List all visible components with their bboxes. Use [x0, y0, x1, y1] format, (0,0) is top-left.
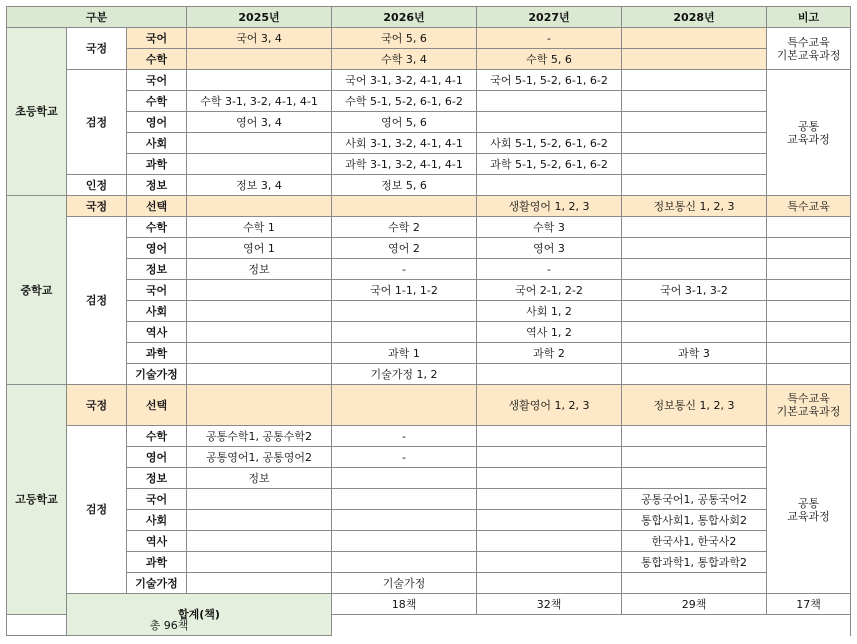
year-cell: - — [477, 28, 622, 49]
year-cell: 사회 1, 2 — [477, 301, 622, 322]
year-cell — [622, 217, 767, 238]
note-line: 기본교육과정 — [776, 48, 841, 62]
note-cell — [767, 301, 851, 322]
year-cell — [622, 364, 767, 385]
header-year: 2025년 — [187, 7, 332, 28]
year-cell — [622, 238, 767, 259]
year-cell — [187, 196, 332, 217]
year-cell — [187, 385, 332, 426]
note-cell — [767, 259, 851, 280]
year-cell: 영어 5, 6 — [332, 112, 477, 133]
year-cell: 생활영어 1, 2, 3 — [477, 196, 622, 217]
subject-cell: 수학 — [127, 49, 187, 70]
subject-cell: 사회 — [127, 301, 187, 322]
table-row — [7, 594, 851, 615]
subject-cell: 역사 — [127, 531, 187, 552]
year-cell: - — [332, 426, 477, 447]
table-row — [7, 510, 851, 531]
school-label: 고등학교 — [7, 385, 67, 615]
table-row — [7, 615, 851, 636]
year-cell — [477, 531, 622, 552]
year-cell — [477, 426, 622, 447]
type-label: 국정 — [67, 28, 127, 70]
year-cell — [477, 552, 622, 573]
year-cell: 수학 3 — [477, 217, 622, 238]
header-note: 비고 — [767, 7, 851, 28]
year-cell: 공통영어1, 공통영어2 — [187, 447, 332, 468]
type-label: 검정 — [67, 217, 127, 385]
table-row — [7, 28, 851, 49]
year-cell — [187, 552, 332, 573]
subject-cell: 역사 — [127, 322, 187, 343]
year-cell — [187, 531, 332, 552]
year-cell: 영어 1 — [187, 238, 332, 259]
table-row — [7, 154, 851, 175]
year-cell — [332, 510, 477, 531]
year-cell: 국어 1-1, 1-2 — [332, 280, 477, 301]
year-cell: 통합과학1, 통합과학2 — [622, 552, 767, 573]
note-cell — [767, 70, 851, 196]
year-cell — [187, 343, 332, 364]
year-cell: 과학 3-1, 3-2, 4-1, 4-1 — [332, 154, 477, 175]
table-row — [7, 343, 851, 364]
year-cell — [187, 49, 332, 70]
year-cell — [332, 196, 477, 217]
year-cell: 수학 5, 6 — [477, 49, 622, 70]
year-cell — [477, 447, 622, 468]
year-cell — [477, 175, 622, 196]
year-cell: 국어 5-1, 5-2, 6-1, 6-2 — [477, 70, 622, 91]
year-cell: 사회 3-1, 3-2, 4-1, 4-1 — [332, 133, 477, 154]
year-cell — [187, 573, 332, 594]
table-row — [7, 552, 851, 573]
note-cell — [767, 322, 851, 343]
subject-cell: 정보 — [127, 468, 187, 489]
year-cell: 한국사1, 한국사2 — [622, 531, 767, 552]
year-cell — [622, 91, 767, 112]
year-cell — [477, 489, 622, 510]
note-cell — [767, 28, 851, 70]
year-cell — [622, 175, 767, 196]
year-cell — [622, 133, 767, 154]
year-cell: 사회 5-1, 5-2, 6-1, 6-2 — [477, 133, 622, 154]
grand-total-cell: 총 96책 — [7, 615, 332, 636]
total-label: 합계(책) — [67, 594, 332, 636]
year-cell: - — [477, 259, 622, 280]
total-year-cell: 18책 — [332, 594, 477, 615]
year-cell: 수학 3-1, 3-2, 4-1, 4-1 — [187, 91, 332, 112]
year-cell: 과학 3 — [622, 343, 767, 364]
note-cell: 특수교육 — [767, 196, 851, 217]
table-row — [7, 259, 851, 280]
subject-cell: 수학 — [127, 91, 187, 112]
subject-cell: 국어 — [127, 489, 187, 510]
table-row — [7, 7, 851, 28]
table-row — [7, 573, 851, 594]
year-cell: - — [332, 259, 477, 280]
year-cell: 영어 3 — [477, 238, 622, 259]
subject-cell: 수학 — [127, 217, 187, 238]
subject-cell: 기술가정 — [127, 364, 187, 385]
type-label: 국정 — [67, 196, 127, 217]
subject-cell: 영어 — [127, 112, 187, 133]
table-row — [7, 196, 851, 217]
header-category: 구분 — [7, 7, 187, 28]
table-row — [7, 175, 851, 196]
table-row — [7, 322, 851, 343]
table-row — [7, 49, 851, 70]
year-cell — [332, 301, 477, 322]
year-cell — [622, 154, 767, 175]
year-cell — [477, 112, 622, 133]
year-cell: 생활영어 1, 2, 3 — [477, 385, 622, 426]
note-cell — [767, 343, 851, 364]
year-cell: 수학 5-1, 5-2, 6-1, 6-2 — [332, 91, 477, 112]
table-row — [7, 489, 851, 510]
school-label: 중학교 — [7, 196, 67, 385]
year-cell — [332, 322, 477, 343]
year-cell — [622, 426, 767, 447]
type-label: 국정 — [67, 385, 127, 426]
subject-cell: 선택 — [127, 385, 187, 426]
year-cell: 과학 2 — [477, 343, 622, 364]
total-year-cell: 32책 — [477, 594, 622, 615]
year-cell: 과학 1 — [332, 343, 477, 364]
year-cell — [622, 301, 767, 322]
header-year: 2027년 — [477, 7, 622, 28]
year-cell: 국어 2-1, 2-2 — [477, 280, 622, 301]
year-cell: 기술가정 1, 2 — [332, 364, 477, 385]
year-cell: 국어 3-1, 3-2, 4-1, 4-1 — [332, 70, 477, 91]
note-cell — [767, 426, 851, 594]
year-cell — [622, 573, 767, 594]
subject-cell: 국어 — [127, 28, 187, 49]
table-row — [7, 112, 851, 133]
year-cell: - — [332, 447, 477, 468]
school-label: 초등학교 — [7, 28, 67, 196]
year-cell — [622, 28, 767, 49]
header-year: 2028년 — [622, 7, 767, 28]
year-cell — [332, 552, 477, 573]
year-cell: 정보통신 1, 2, 3 — [622, 196, 767, 217]
year-cell: 정보 — [187, 259, 332, 280]
year-cell — [477, 510, 622, 531]
table-row — [7, 385, 851, 426]
subject-cell: 영어 — [127, 447, 187, 468]
note-line: 교육과정 — [787, 132, 830, 146]
note-cell — [767, 238, 851, 259]
table-row — [7, 280, 851, 301]
year-cell: 수학 3, 4 — [332, 49, 477, 70]
year-cell: 정보통신 1, 2, 3 — [622, 385, 767, 426]
year-cell — [622, 447, 767, 468]
subject-cell: 과학 — [127, 343, 187, 364]
year-cell — [477, 91, 622, 112]
year-cell: 국어 3, 4 — [187, 28, 332, 49]
year-cell: 과학 5-1, 5-2, 6-1, 6-2 — [477, 154, 622, 175]
year-cell — [187, 133, 332, 154]
table-row — [7, 217, 851, 238]
year-cell: 수학 1 — [187, 217, 332, 238]
year-cell: 역사 1, 2 — [477, 322, 622, 343]
type-label: 검정 — [67, 70, 127, 175]
year-cell — [622, 49, 767, 70]
table-row — [7, 238, 851, 259]
table-row — [7, 133, 851, 154]
header-year: 2026년 — [332, 7, 477, 28]
subject-cell: 과학 — [127, 552, 187, 573]
year-cell: 수학 2 — [332, 217, 477, 238]
year-cell: 국어 3-1, 3-2 — [622, 280, 767, 301]
year-cell — [332, 385, 477, 426]
year-cell — [477, 573, 622, 594]
note-cell — [767, 385, 851, 426]
type-label: 인정 — [67, 175, 127, 196]
year-cell: 기술가정 — [332, 573, 477, 594]
year-cell — [622, 70, 767, 91]
note-line: 특수교육 — [787, 35, 830, 49]
year-cell — [187, 154, 332, 175]
textbook-schedule-table — [6, 6, 851, 636]
table-row — [7, 364, 851, 385]
note-cell — [767, 280, 851, 301]
year-cell — [622, 468, 767, 489]
subject-cell: 선택 — [127, 196, 187, 217]
note-cell — [767, 217, 851, 238]
year-cell — [332, 468, 477, 489]
year-cell — [187, 322, 332, 343]
subject-cell: 국어 — [127, 70, 187, 91]
year-cell — [187, 489, 332, 510]
year-cell: 정보 — [187, 468, 332, 489]
year-cell — [622, 259, 767, 280]
table-row — [7, 91, 851, 112]
total-year-cell: 17책 — [767, 594, 851, 615]
year-cell — [477, 364, 622, 385]
year-cell: 통합사회1, 통합사회2 — [622, 510, 767, 531]
year-cell: 영어 3, 4 — [187, 112, 332, 133]
subject-cell: 정보 — [127, 259, 187, 280]
note-line: 공통 — [797, 119, 820, 133]
year-cell — [622, 112, 767, 133]
subject-cell: 과학 — [127, 154, 187, 175]
note-line: 특수교육 — [787, 392, 830, 405]
year-cell: 공통수학1, 공통수학2 — [187, 426, 332, 447]
subject-cell: 사회 — [127, 133, 187, 154]
year-cell: 국어 5, 6 — [332, 28, 477, 49]
year-cell — [187, 280, 332, 301]
table-row — [7, 70, 851, 91]
table-row — [7, 531, 851, 552]
year-cell — [187, 510, 332, 531]
year-cell — [187, 301, 332, 322]
year-cell — [187, 364, 332, 385]
subject-cell: 기술가정 — [127, 573, 187, 594]
year-cell — [187, 70, 332, 91]
table-row — [7, 426, 851, 447]
year-cell — [622, 322, 767, 343]
subject-cell: 사회 — [127, 510, 187, 531]
total-year-cell: 29책 — [622, 594, 767, 615]
year-cell — [477, 468, 622, 489]
table-row — [7, 447, 851, 468]
subject-cell: 정보 — [127, 175, 187, 196]
year-cell: 정보 5, 6 — [332, 175, 477, 196]
subject-cell: 수학 — [127, 426, 187, 447]
note-line: 교육과정 — [787, 509, 830, 523]
year-cell: 공통국어1, 공통국어2 — [622, 489, 767, 510]
year-cell — [332, 531, 477, 552]
type-label: 검정 — [67, 426, 127, 594]
subject-cell: 국어 — [127, 280, 187, 301]
table-row — [7, 301, 851, 322]
subject-cell: 영어 — [127, 238, 187, 259]
table-row — [7, 468, 851, 489]
year-cell: 영어 2 — [332, 238, 477, 259]
note-cell — [767, 364, 851, 385]
note-line: 기본교육과정 — [776, 405, 841, 418]
note-line: 공통 — [797, 496, 820, 510]
year-cell: 정보 3, 4 — [187, 175, 332, 196]
year-cell — [332, 489, 477, 510]
